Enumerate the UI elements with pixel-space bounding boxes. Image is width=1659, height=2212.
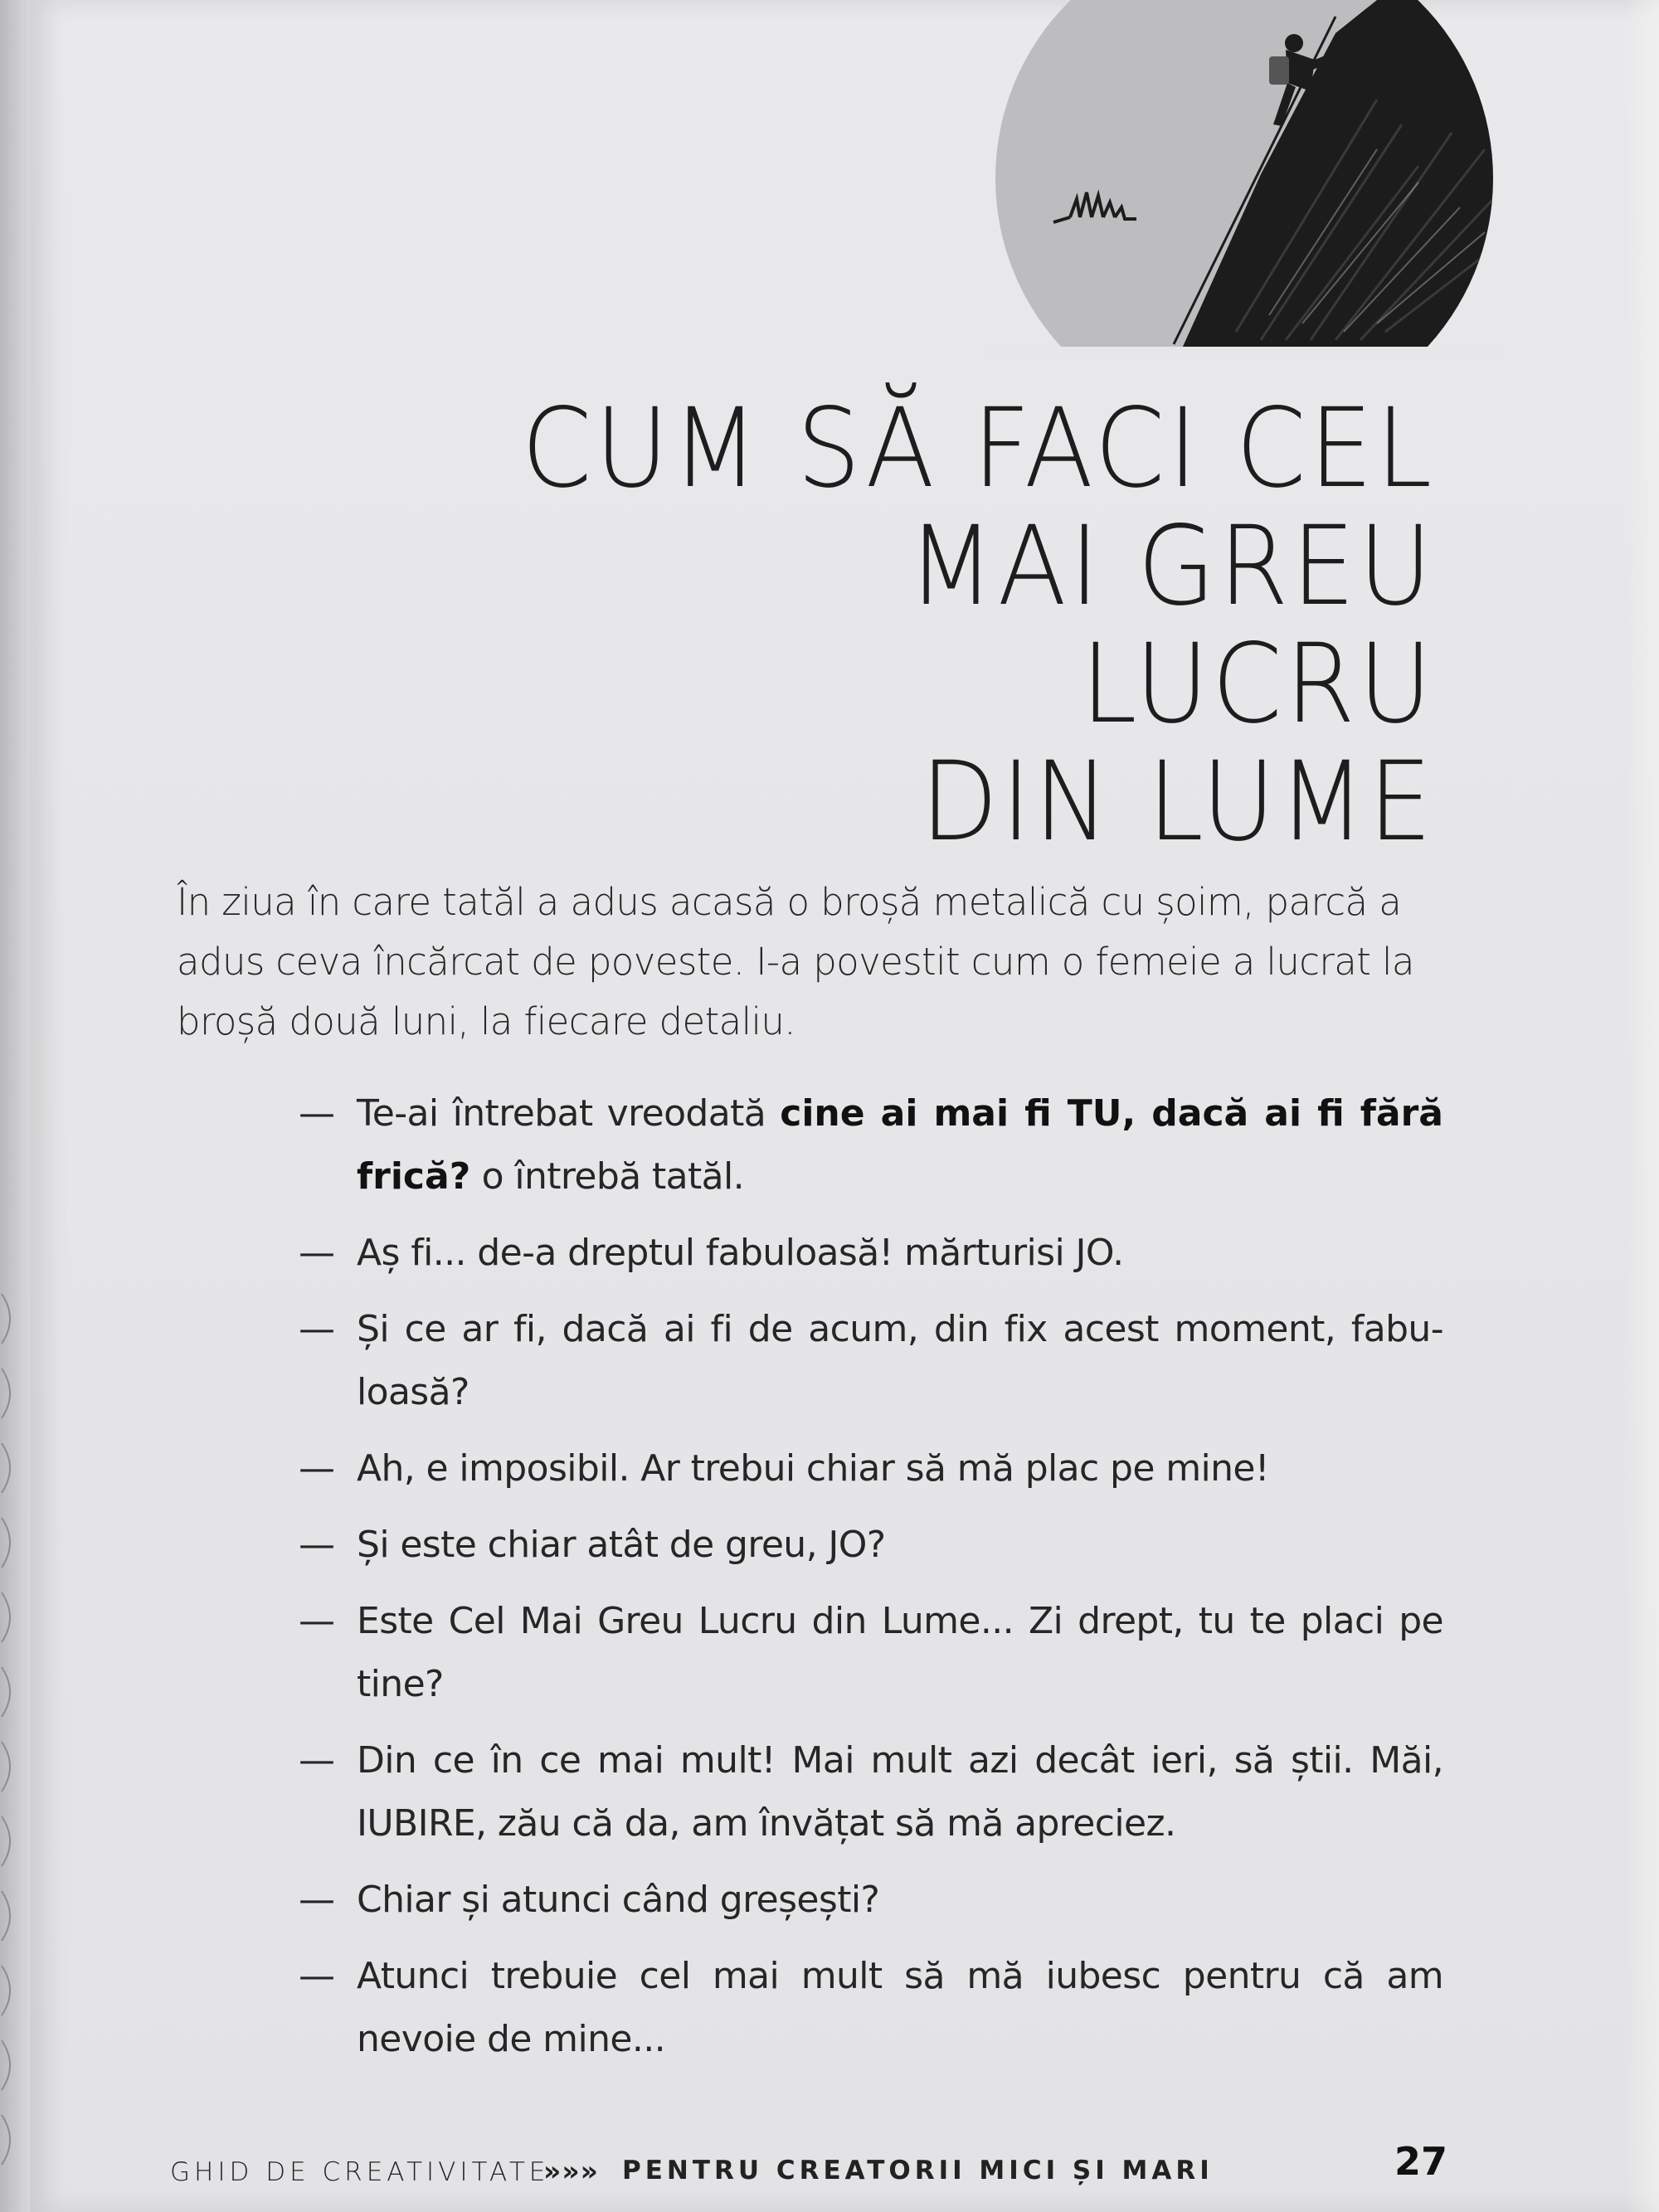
footer-subtitle: PENTRU CREATORII MICI ȘI MARI	[622, 2156, 1214, 2185]
dialogue-line	[299, 1869, 1443, 1932]
chapter-title	[519, 385, 1435, 866]
title-line-1: CUM SĂ FACI CEL	[521, 385, 1435, 513]
dialogue-line	[299, 1590, 1443, 1716]
title-line-2: MAI GREU LUCRU	[907, 503, 1435, 748]
page-number: 27	[1394, 2139, 1447, 2184]
intro-paragraph: În ziua în care tatăl a adus acasă o broșă metalică cu șoim, parcă a adus ceva încărcat de poveste. I-a povestit cum o femeie a lucrat la broșă două luni, la fiecare detaliu.	[177, 880, 1414, 1043]
dialogue-text: Te-ai întrebat vreodată	[357, 1092, 781, 1135]
dialogue-dash: —	[299, 1879, 335, 1921]
page-edge-shade	[1626, 0, 1659, 2212]
dialogue-line	[299, 1298, 1443, 1424]
dialogue-dash: —	[299, 1955, 335, 1997]
dialogue-line	[299, 1945, 1443, 2071]
footer-arrows-separator: »»»	[543, 2155, 599, 2187]
dialogue-line	[299, 1222, 1443, 1285]
dialogue-text: o întrebă tatăl.	[470, 1155, 745, 1198]
page-footer	[170, 2139, 1447, 2194]
dialogue-dash: —	[299, 1600, 335, 1642]
dialogue-dash: —	[299, 1739, 335, 1782]
dialogue-line	[299, 1729, 1443, 1855]
dialogue-text: Ah, e imposibil. Ar trebui chiar să mă plac pe mine!	[357, 1447, 1269, 1490]
dialogue-text: Aș fi... de-a dreptul fabuloasă! mărturisi JO.	[357, 1232, 1124, 1274]
dialogue-dash: —	[299, 1524, 335, 1566]
dialogue-line	[299, 1437, 1443, 1500]
dialogue-text: Chiar și atunci când greșești?	[357, 1879, 880, 1921]
dialogue-dash: —	[299, 1308, 335, 1350]
footer-book-title: GHID DE CREATIVITATE	[170, 2157, 550, 2187]
mountain-climber-illustration	[987, 0, 1501, 357]
dialogue-text: Și este chiar atât de greu, JO?	[357, 1524, 886, 1566]
title-line-3: DIN LUME	[920, 738, 1435, 866]
dialogue-line	[299, 1082, 1443, 1208]
page-stack-edge	[0, 1294, 30, 2212]
dialogue-bold-question: cine ai mai fi TU, dacă ai fi fără frică?	[357, 1092, 1443, 1198]
dialogue-dash: —	[299, 1232, 335, 1274]
dialogue-dash: —	[299, 1447, 335, 1490]
dialogue-text: Atunci trebuie cel mai mult să mă iubesc pentru că am nevoie de mine...	[357, 1955, 1443, 2060]
dialogue-text: Și ce ar fi, dacă ai fi de acum, din fix acest moment, fabu-loasă?	[357, 1308, 1443, 1413]
dialogue-list	[299, 1082, 1443, 2084]
dialogue-dash: —	[299, 1092, 335, 1135]
dialogue-text: Din ce în ce mai mult! Mai mult azi decât ieri, să știi. Măi, IUBIRE, zău că da, am învățat să mă apreciez.	[357, 1739, 1443, 1845]
dialogue-line	[299, 1514, 1443, 1577]
dialogue-text: Este Cel Mai Greu Lucru din Lume... Zi drept, tu te placi pe tine?	[357, 1600, 1443, 1705]
